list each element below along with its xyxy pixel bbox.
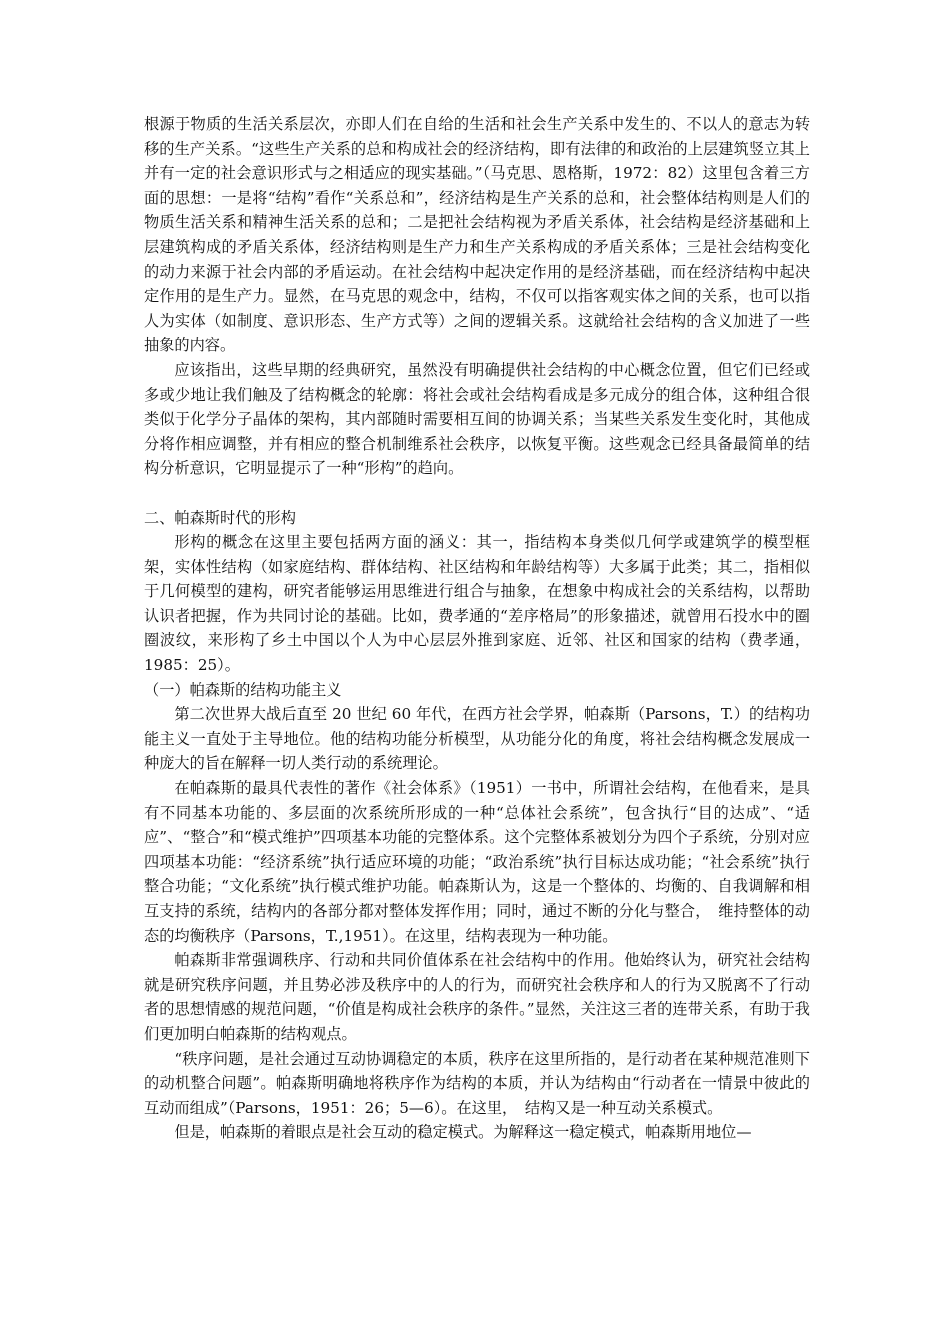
paragraph-social-system: 在帕森斯的最具代表性的著作《社会体系》（1951）一书中，所谓社会结构，在他看来，是具有不同基本功能的、多层面的次系统所形成的一种“总体社会系统”，包含执行“目的达成”、“适应”、“整合”和“模式维护”四项基本功能的完整体系。这个完整体系被划分为四个子系统，分别对应四项基本功能：“经济系统”执行适应环境的功能；“政治系统”执行目标达成功能；“社会系统”执行整合功能；“文化系统”执行模式维护功能。帕森斯认为，这是一个整体的、均衡的、自我调解和相互支持的系统，结构内的各部分都对整体发挥作用；同时，通过不断的分化与整合， 维持整体的动态的均衡秩序（Parsons，T.,1951）。在这里，结构表现为一种功能。 (144, 779, 810, 945)
paragraph-stable-interaction: 但是，帕森斯的着眼点是社会互动的稳定模式。为解释这一稳定模式，帕森斯用地位— (174, 1123, 752, 1142)
document-page (144, 112, 810, 1145)
paragraph-order-action-values: 帕森斯非常强调秩序、行动和共同价值体系在社会结构中的作用。他始终认为，研究社会结构就是研究秩序问题，并且势必涉及秩序中的人的行为，而研究社会秩序和人的行为又脱离不了行动者的思想情感的规范问题，“价值是构成社会秩序的条件。”显然，关注这三者的连带关系，有助于我们更加明白帕森斯的结构观点。 (144, 951, 810, 1043)
paragraph-configuration-concept: 形构的概念在这里主要包括两方面的涵义：其一，指结构本身类似几何学或建筑学的模型框架，实体性结构（如家庭结构、群体结构、社区结构和年龄结构等）大多属于此类；其二，指相似于几何模型的建构，研究者能够运用思维进行组合与抽象，在想象中构成社会的关系结构，以帮助认识者把握，作为共同讨论的基础。比如，费孝通的“差序格局”的形象描述，就曾用石投水中的圈圈波纹，来形构了乡土中国以个人为中心层层外推到家庭、近邻、社区和国家的结构（费孝通，1985：25）。 (144, 533, 810, 675)
paragraph-marx-structure: 根源于物质的生活关系层次，亦即人们在自给的生活和社会生产关系中发生的、不以人的意志为转移的生产关系。“这些生产关系的总和构成社会的经济结构，即有法律的和政治的上层建筑竖立其上并有一定的社会意识形式与之相适应的现实基础。”（马克思、恩格斯，1972：82）这里包含着三方面的思想：一是将“结构”看作“关系总和”，经济结构是生产关系的总和，社会整体结构则是人们的物质生活关系和精神生活关系的总和；二是把社会结构视为矛盾关系体，社会结构是经济基础和上层建筑构成的矛盾关系体，经济结构则是生产力和生产关系构成的矛盾关系体；三是社会结构变化的动力来源于社会内部的矛盾运动。在社会结构中起决定作用的是经济基础，而在经济结构中起决定作用的是生产力。显然，在马克思的观念中，结构，不仅可以指客观实体之间的关系，也可以指人为实体（如制度、意识形态、生产方式等）之间的逻辑关系。这就给社会结构的含义加进了一些抽象的内容。 (144, 115, 810, 355)
subsection-heading-structural-functionalism: （一）帕森斯的结构功能主义 (144, 680, 342, 699)
paragraph-early-studies: 应该指出，这些早期的经典研究，虽然没有明确提供社会结构的中心概念位置，但它们已经或多或少地让我们触及了结构概念的轮廓：将社会或社会结构看成是多元成分的组合体，这种组合很类似于化学分子晶体的架构，其内部随时需要相互间的协调关系；当某些关系发生变化时，其他成分将作相应调整，并有相应的整合机制维系社会秩序，以恢复平衡。这些观念已经具备最简单的结构分析意识，它明显提示了一种“形构”的趋向。 (144, 360, 810, 478)
paragraph-order-problem: “秩序问题，是社会通过互动协调稳定的本质，秩序在这里所指的，是行动者在某种规范准则下的动机整合问题”。帕森斯明确地将秩序作为结构的本质，并认为结构由“行动者在一情景中彼此的互动而组成”（Parsons，1951：26；5—6）。在这里， 结构又是一种互动关系模式。 (144, 1049, 810, 1117)
paragraph-parsons-dominance: 第二次世界大战后直至 20 世纪 60 年代，在西方社会学界，帕森斯（Parsons，T.）的结构功能主义一直处于主导地位。他的结构功能分析模型，从功能分化的角度，将社会结构概念发展成一种庞大的旨在解释一切人类行动的系统理论。 (144, 705, 810, 773)
section-spacer (144, 481, 810, 506)
section-heading-parsons-era: 二、帕森斯时代的形构 (144, 508, 296, 527)
